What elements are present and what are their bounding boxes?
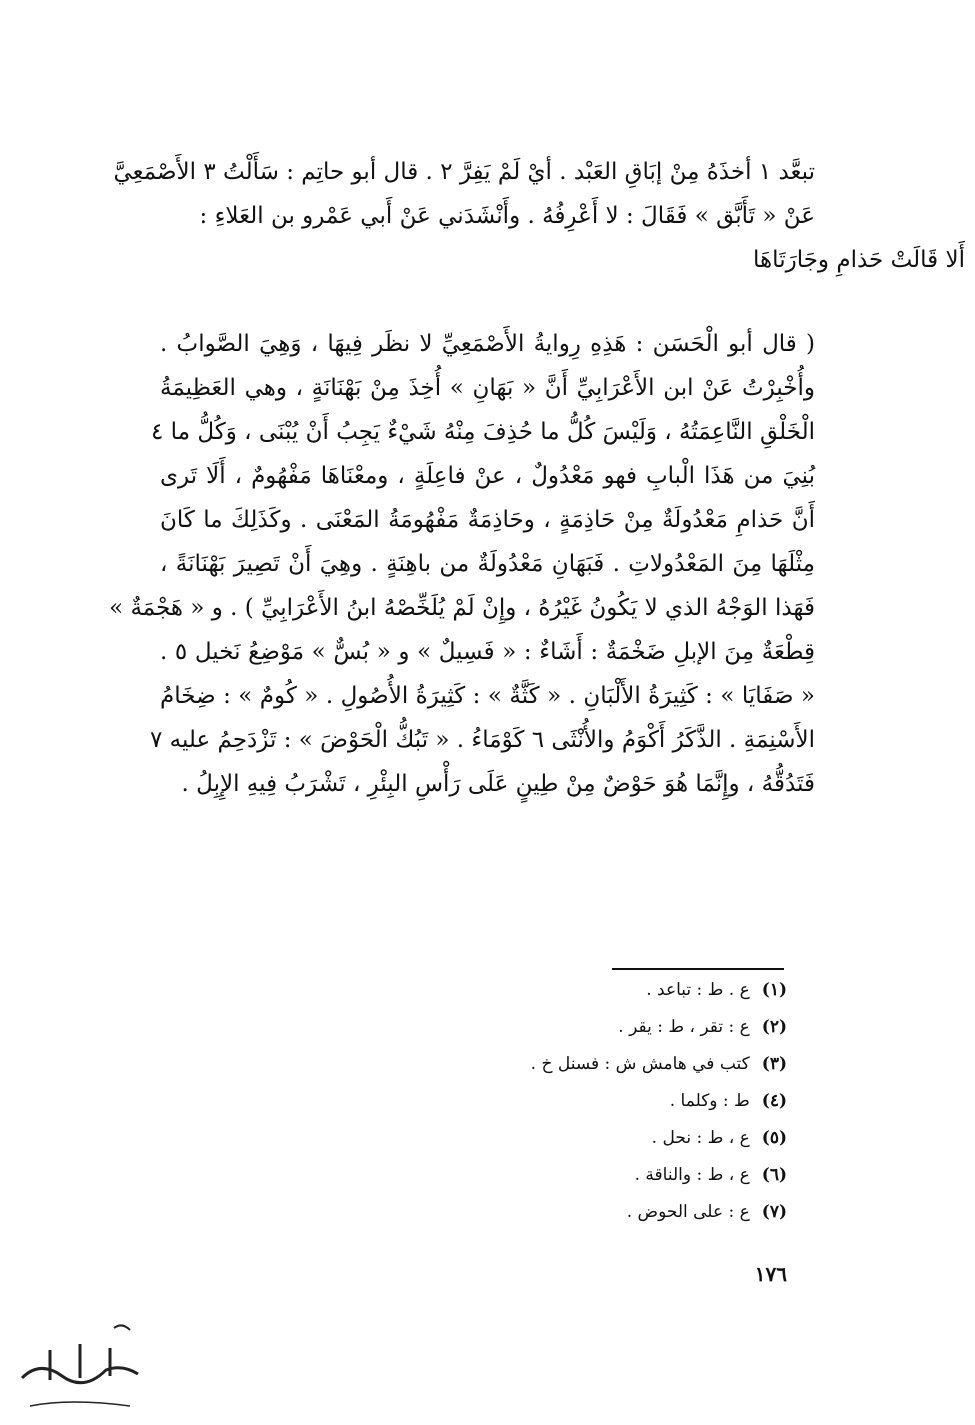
poetry-verse: أَلا قَالَتْ حَذامِ وجَارَتَاهَا	[753, 247, 965, 273]
footnote	[387, 1009, 787, 1046]
text-line: قِطْعَةٌ مِنَ الإبلِ ضَخْمَةٌ : أَشَاءٌ : « فَسِيلٌ » و « بُسٌّ » مَوْضِعُ نَخيل ٥ .	[160, 639, 815, 665]
text-line: فَتَدُقُّهُ ، وإِنَّمَا هُوَ حَوْضٌ مِنْ طِينٍ عَلَى رَأْسِ البِئْرِ ، تَشْرَبُ فِيهِ الإِبِلُ .	[181, 771, 815, 797]
footnote-text: ع : تقر ، ط : يقر .	[618, 1017, 750, 1037]
text-line: الْخَلْقِ النَّاعِمَتُهُ ، وَلَيْسَ كُلُّ ما حُذِفَ مِنْهُ شَيْءٌ يَجِبُ أَنْ يُبْنَى ، وَكُلُّ ما ٤	[151, 419, 815, 445]
footnote	[387, 1120, 787, 1157]
text-line: الأَسْنِمَةِ . الذَّكَرُ أَكْوَمُ والأُنْثَى ٦ كَوْمَاءُ . « تَبُكُّ الْحَوْضَ » : تَزْدَحِمُ عليه ٧	[149, 727, 815, 753]
footnotes	[387, 972, 787, 1231]
footnote	[387, 1194, 787, 1231]
footnote-number: (٧)	[761, 1202, 787, 1222]
text-line: أَنَّ حَذامِ مَعْدُولَةٌ مِنْ حَاذِمَةٍ ، وحَاذِمَةٌ مَفْهُومَةُ المَعْنَى . وكَذَلِكَ ما كَانَ	[160, 507, 815, 533]
footnote	[387, 1083, 787, 1120]
footnote-text: ع ، ط : والناقة .	[634, 1165, 750, 1185]
footnote	[387, 1157, 787, 1194]
text-line: ( قال أبو الْحَسَن : هَذِهِ رِوايةُ الأَصْمَعِيِّ لا نظَر فِيهَا ، وَهِيَ الصَّوابُ .	[160, 331, 815, 357]
text-line: فَهَذا الوَجْهُ الذي لا يَكُونُ غَيْرُهُ ، وإِنْ لَمْ يُلَخِّصْهُ ابنُ الأَعْرَابِيِّ ) . و « هَجْمَةٌ »	[109, 595, 815, 621]
footnote-separator	[612, 968, 784, 970]
text-line: وأُخْبِرْتُ عَنْ ابن الأَعْرَابِيِّ أَنَّ « بَهَانِ » أُخِذَ مِنْ بَهْنَانَةٍ ، وهي العَظِيمَةُ	[160, 375, 815, 401]
watermark-stamp	[10, 1320, 150, 1420]
stamp-logo-icon	[10, 1320, 150, 1420]
footnote-number: (٣)	[761, 1054, 787, 1074]
text-line: « صَفَايَا » : كَثِيرَةُ الأَلْبَانِ . « كَثَّةٌ » : كَثِيرَةُ الأُصُولِ . « كُومٌ » : ضِخَامُ	[160, 683, 815, 709]
main-text-block-1	[113, 150, 965, 282]
footnote	[387, 1046, 787, 1083]
text-line: عَنْ « تَأَبَّق » فَقَالَ : لا أَعْرِفُهُ . وأَنْشَدَني عَنْ أَبي عَمْرو بن العَلاءِ :	[199, 203, 815, 229]
footnote	[387, 972, 787, 1009]
footnote-text: كتب في هامش ش : فسنل خ .	[530, 1054, 750, 1074]
text-line: مِثْلَهَا مِنَ المَعْدُولاتِ . فَبَهَانِ مَعْدُولَةٌ من باهِنَةٍ . وهِيَ أَنْ تَصِيرَ بَهْنَانَةً ،	[160, 551, 815, 577]
page-number: ١٧٦	[754, 1262, 787, 1286]
text-line: تبعَّد ١ أخذَهُ مِنْ إبَاقِ العَبْد . أيْ لَمْ يَفِرَّ ٢ . قال أبو حاتِم : سَأَلْتُ ٣ الأَصْمَعِيَّ	[113, 159, 815, 185]
footnote-number: (٤)	[761, 1091, 787, 1111]
text-line: بُنِيَ من هَذَا الْبابِ فهو مَعْدُولٌ ، عنْ فاعِلَةٍ ، ومعْنَاهَا مَفْهُومٌ ، أَلَا تَرى	[160, 463, 815, 489]
footnote-text: ع ، ط : نحل .	[651, 1128, 750, 1148]
footnote-number: (١)	[761, 980, 787, 1000]
footnote-text: ع : على الحوض .	[626, 1202, 750, 1222]
footnote-number: (٦)	[761, 1165, 787, 1185]
footnote-number: (٥)	[761, 1128, 787, 1148]
main-text-block-2	[109, 322, 815, 806]
footnote-text: ط : وكلما .	[669, 1091, 750, 1111]
footnote-number: (٢)	[761, 1017, 787, 1037]
footnote-text: ع . ط : تباعد .	[646, 980, 750, 1000]
